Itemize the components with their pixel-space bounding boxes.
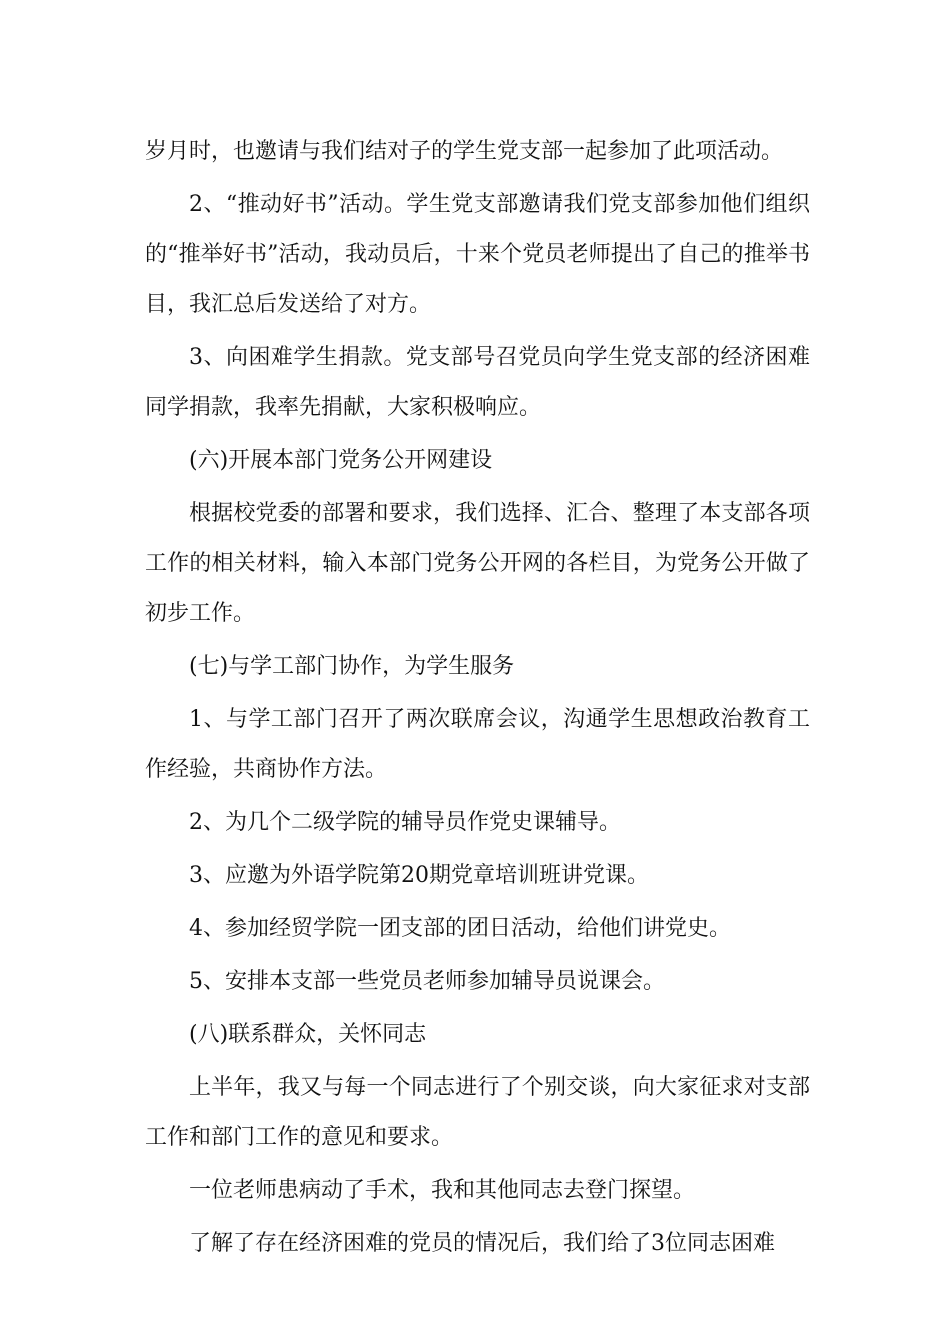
paragraph-continuation: 岁月时，也邀请与我们结对子的学生党支部一起参加了此项活动。 — [145, 139, 784, 164]
document-body — [145, 127, 810, 1272]
paragraph-section-8-talks: 上半年，我又与每一个同志进行了个别交谈，向大家征求对支部工作和部门工作的意见和要求。 — [145, 1075, 810, 1150]
section-heading-6: (六)开展本部门党务公开网建设 — [189, 448, 493, 473]
paragraph-item-1-joint-meeting: 1、与学工部门召开了两次联席会议，沟通学生思想政治教育工作经验，共商协作方法。 — [145, 707, 810, 782]
section-heading-8: (八)联系群众，关怀同志 — [189, 1022, 427, 1047]
paragraph-item-3-donation: 3、向困难学生捐款。党支部号召党员向学生党支部的经济困难同学捐款，我率先捐献，大家积极响应。 — [145, 345, 810, 420]
section-heading-7: (七)与学工部门协作，为学生服务 — [189, 654, 515, 679]
paragraph-item-3-party-lecture: 3、应邀为外语学院第20期党章培训班讲党课。 — [189, 863, 649, 888]
paragraph-item-2-book-activity: 2、“推动好书”活动。学生党支部邀请我们党支部参加他们组织的“推举好书”活动，我动员后，十来个党员老师提出了自己的推举书目，我汇总后发送给了对方。 — [145, 192, 810, 317]
paragraph-item-4-league-activity: 4、参加经贸学院一团支部的团日活动，给他们讲党史。 — [189, 916, 731, 941]
paragraph-section-6-body: 根据校党委的部署和要求，我们选择、汇合、整理了本支部各项工作的相关材料，输入本部门党务公开网的各栏目，为党务公开做了初步工作。 — [145, 501, 810, 626]
paragraph-section-8-visit: 一位老师患病动了手术，我和其他同志去登门探望。 — [189, 1178, 696, 1203]
paragraph-item-5-lecture-meeting: 5、安排本支部一些党员老师参加辅导员说课会。 — [189, 969, 665, 994]
paragraph-item-2-counselor-tutoring: 2、为几个二级学院的辅导员作党史课辅导。 — [189, 810, 621, 835]
paragraph-section-8-hardship: 了解了存在经济困难的党员的情况后，我们给了3位同志困难 — [189, 1231, 775, 1256]
